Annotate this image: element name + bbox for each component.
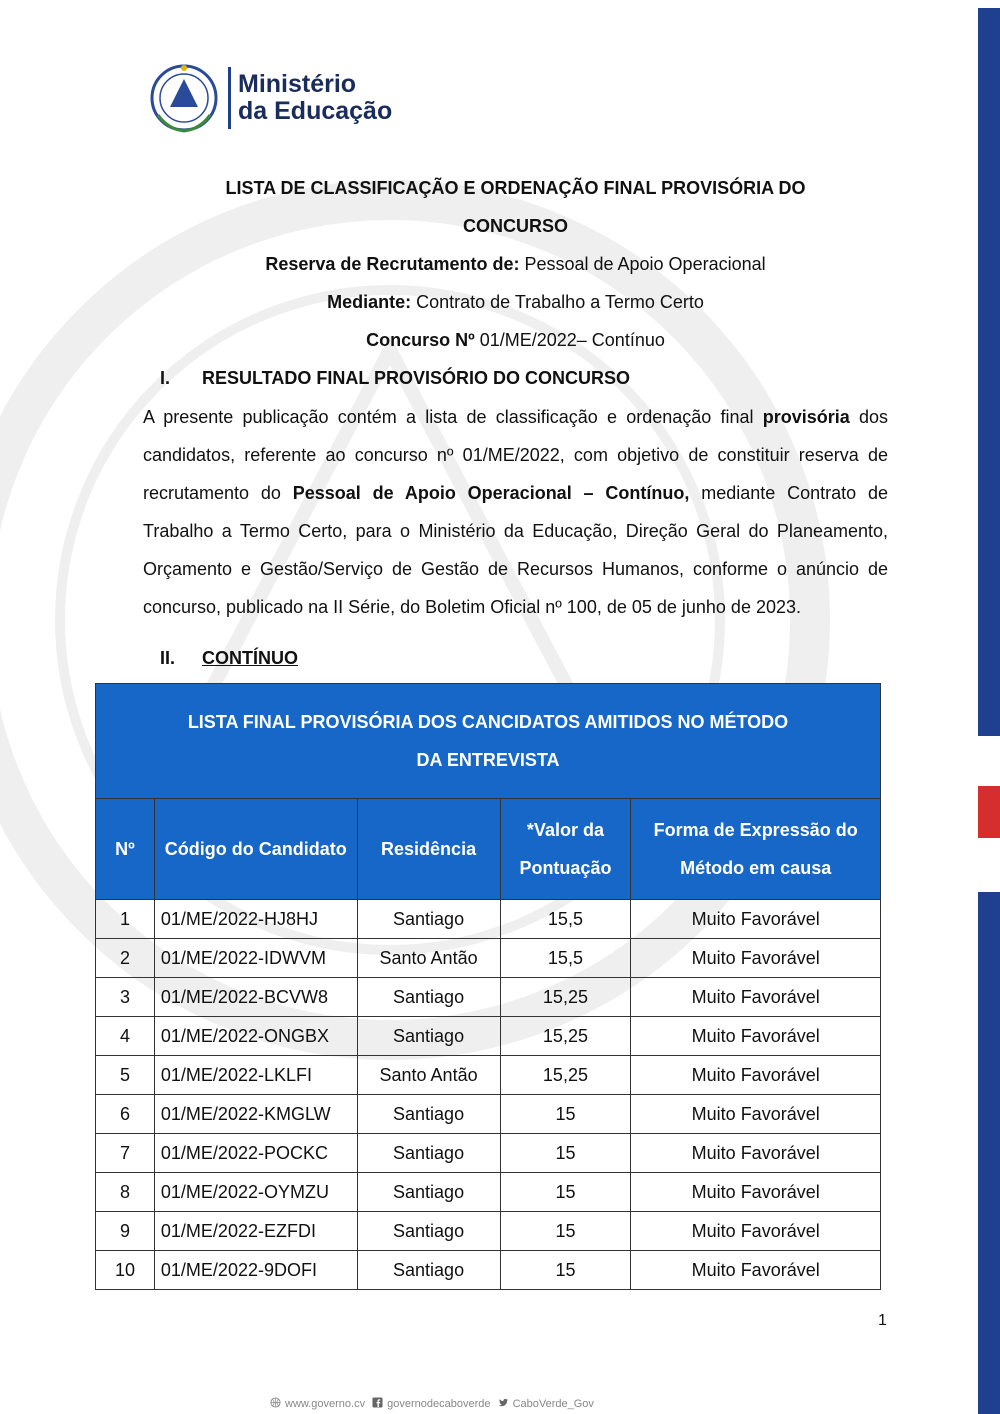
section-2-heading bbox=[160, 648, 298, 669]
cell-num: 7 bbox=[96, 1134, 155, 1173]
logo-divider bbox=[228, 67, 231, 129]
results-table bbox=[95, 683, 881, 1290]
cell-code: 01/ME/2022-KMGLW bbox=[154, 1095, 357, 1134]
intro-paragraph bbox=[143, 398, 888, 626]
facebook-icon bbox=[372, 1397, 383, 1408]
cell-form: Muito Favorável bbox=[631, 1251, 881, 1290]
table-caption bbox=[96, 684, 881, 799]
cell-num: 8 bbox=[96, 1173, 155, 1212]
cell-code: 01/ME/2022-HJ8HJ bbox=[154, 900, 357, 939]
cell-score: 15 bbox=[500, 1134, 631, 1173]
cell-code: 01/ME/2022-IDWVM bbox=[154, 939, 357, 978]
table-row bbox=[96, 1056, 881, 1095]
cell-score: 15,5 bbox=[500, 939, 631, 978]
cell-num: 3 bbox=[96, 978, 155, 1017]
cell-score: 15,25 bbox=[500, 978, 631, 1017]
caption-line2: DA ENTREVISTA bbox=[416, 750, 560, 770]
cell-score: 15 bbox=[500, 1173, 631, 1212]
reserva-label: Reserva de Recrutamento de: bbox=[265, 254, 520, 274]
paragraph-bold-2: Pessoal de Apoio Operacional – Contínuo, bbox=[292, 483, 690, 503]
cell-num: 5 bbox=[96, 1056, 155, 1095]
table-row bbox=[96, 900, 881, 939]
cell-code: 01/ME/2022-9DOFI bbox=[154, 1251, 357, 1290]
table-row bbox=[96, 1095, 881, 1134]
cell-residence: Santiago bbox=[357, 1173, 500, 1212]
section-1-title: RESULTADO FINAL PROVISÓRIO DO CONCURSO bbox=[202, 368, 631, 388]
table-caption-row bbox=[96, 684, 881, 799]
paragraph-text-2: dos candidatos, referente ao concurso nº 01/ME/2022, com objetivo de constituir reserva de recrutamento do bbox=[143, 407, 888, 503]
concurso-label: Concurso Nº bbox=[366, 330, 475, 350]
cell-form: Muito Favorável bbox=[631, 1056, 881, 1095]
cell-residence: Santo Antão bbox=[357, 939, 500, 978]
cell-form: Muito Favorável bbox=[631, 1095, 881, 1134]
header-score bbox=[500, 799, 631, 900]
cell-score: 15 bbox=[500, 1212, 631, 1251]
cell-residence: Santiago bbox=[357, 978, 500, 1017]
ministry-logo bbox=[148, 63, 408, 133]
reserva-value: Pessoal de Apoio Operacional bbox=[519, 254, 766, 274]
section-1-heading bbox=[160, 368, 630, 389]
concurso-value: 01/ME/2022– Contínuo bbox=[474, 330, 665, 350]
reserva-line bbox=[143, 254, 888, 275]
page-number: 1 bbox=[878, 1312, 887, 1329]
table-row bbox=[96, 939, 881, 978]
cell-num: 1 bbox=[96, 900, 155, 939]
cell-form: Muito Favorável bbox=[631, 939, 881, 978]
cell-form: Muito Favorável bbox=[631, 1212, 881, 1251]
logo-line2: da Educação bbox=[238, 97, 393, 125]
cell-code: 01/ME/2022-BCVW8 bbox=[154, 978, 357, 1017]
cell-num: 4 bbox=[96, 1017, 155, 1056]
section-1-number: I. bbox=[160, 368, 171, 388]
twitter-icon bbox=[498, 1397, 509, 1408]
cell-form: Muito Favorável bbox=[631, 978, 881, 1017]
header-code: Código do Candidato bbox=[154, 799, 357, 900]
mediante-line bbox=[143, 292, 888, 313]
footer-facebook-link[interactable]: governodecaboverde bbox=[387, 1398, 491, 1410]
cell-residence: Santiago bbox=[357, 1134, 500, 1173]
side-bar-red bbox=[978, 786, 1000, 838]
cell-residence: Santiago bbox=[357, 900, 500, 939]
table-row bbox=[96, 1017, 881, 1056]
mediante-label: Mediante: bbox=[327, 292, 412, 312]
table-row bbox=[96, 1251, 881, 1290]
mediante-value: Contrato de Trabalho a Termo Certo bbox=[411, 292, 704, 312]
section-2-number: II. bbox=[160, 648, 176, 668]
footer-web-link[interactable]: www.governo.cv bbox=[285, 1398, 366, 1410]
cell-num: 2 bbox=[96, 939, 155, 978]
paragraph-text-3: mediante Contrato de Trabalho a Termo Certo, para o Ministério da Educação, Direção Geral do Planeamento, Orçamento e Gestão/Serviço de Gestão de Recursos Humanos, conforme o anúncio de concurso, publicado na II Série, do Boletim Oficial nº 100, de 05 de junho de 2023. bbox=[143, 483, 888, 617]
paragraph-bold-1: provisória bbox=[762, 407, 850, 427]
table-row bbox=[96, 1134, 881, 1173]
table-row bbox=[96, 1173, 881, 1212]
national-seal-icon bbox=[148, 63, 220, 133]
header-form bbox=[631, 799, 881, 900]
cell-form: Muito Favorável bbox=[631, 1134, 881, 1173]
cell-form: Muito Favorável bbox=[631, 1173, 881, 1212]
header-num: Nº bbox=[96, 799, 155, 900]
table-row bbox=[96, 978, 881, 1017]
header-form-line1: Forma de Expressão do bbox=[653, 820, 858, 840]
doc-title-line2: CONCURSO bbox=[462, 216, 568, 236]
cell-residence: Santiago bbox=[357, 1212, 500, 1251]
cell-code: 01/ME/2022-OYMZU bbox=[154, 1173, 357, 1212]
footer-twitter-link[interactable]: CaboVerde_Gov bbox=[512, 1398, 594, 1410]
cell-residence: Santo Antão bbox=[357, 1056, 500, 1095]
table-header-row bbox=[96, 799, 881, 900]
header-score-line1: *Valor da bbox=[526, 820, 604, 840]
cell-form: Muito Favorável bbox=[631, 1017, 881, 1056]
doc-title-line1: LISTA DE CLASSIFICAÇÃO E ORDENAÇÃO FINAL PROVISÓRIA DO bbox=[225, 178, 806, 198]
header-score-line2: Pontuação bbox=[519, 858, 612, 878]
cell-score: 15,5 bbox=[500, 900, 631, 939]
header-form-line2: Método em causa bbox=[680, 858, 832, 878]
paragraph-text-1: A presente publicação contém a lista de classificação e ordenação final bbox=[143, 407, 763, 427]
header-residence: Residência bbox=[357, 799, 500, 900]
cell-score: 15 bbox=[500, 1251, 631, 1290]
concurso-line bbox=[143, 330, 888, 351]
cell-form: Muito Favorável bbox=[631, 900, 881, 939]
side-bar-blue-top bbox=[978, 8, 1000, 736]
cell-code: 01/ME/2022-POCKC bbox=[154, 1134, 357, 1173]
cell-score: 15,25 bbox=[500, 1056, 631, 1095]
cell-code: 01/ME/2022-ONGBX bbox=[154, 1017, 357, 1056]
cell-score: 15,25 bbox=[500, 1017, 631, 1056]
footer bbox=[270, 1397, 598, 1410]
logo-text bbox=[238, 71, 392, 125]
cell-residence: Santiago bbox=[357, 1017, 500, 1056]
table-row bbox=[96, 1212, 881, 1251]
caption-line1: LISTA FINAL PROVISÓRIA DOS CANCIDATOS AMITIDOS NO MÉTODO bbox=[187, 712, 789, 732]
cell-num: 10 bbox=[96, 1251, 155, 1290]
cell-num: 9 bbox=[96, 1212, 155, 1251]
cell-num: 6 bbox=[96, 1095, 155, 1134]
section-2-title: CONTÍNUO bbox=[202, 648, 298, 668]
cell-residence: Santiago bbox=[357, 1251, 500, 1290]
cell-code: 01/ME/2022-EZFDI bbox=[154, 1212, 357, 1251]
cell-score: 15 bbox=[500, 1095, 631, 1134]
logo-line1: Ministério bbox=[238, 70, 357, 98]
globe-icon bbox=[270, 1397, 281, 1408]
side-bar-blue-bottom bbox=[978, 892, 1000, 1414]
cell-residence: Santiago bbox=[357, 1095, 500, 1134]
cell-code: 01/ME/2022-LKLFI bbox=[154, 1056, 357, 1095]
